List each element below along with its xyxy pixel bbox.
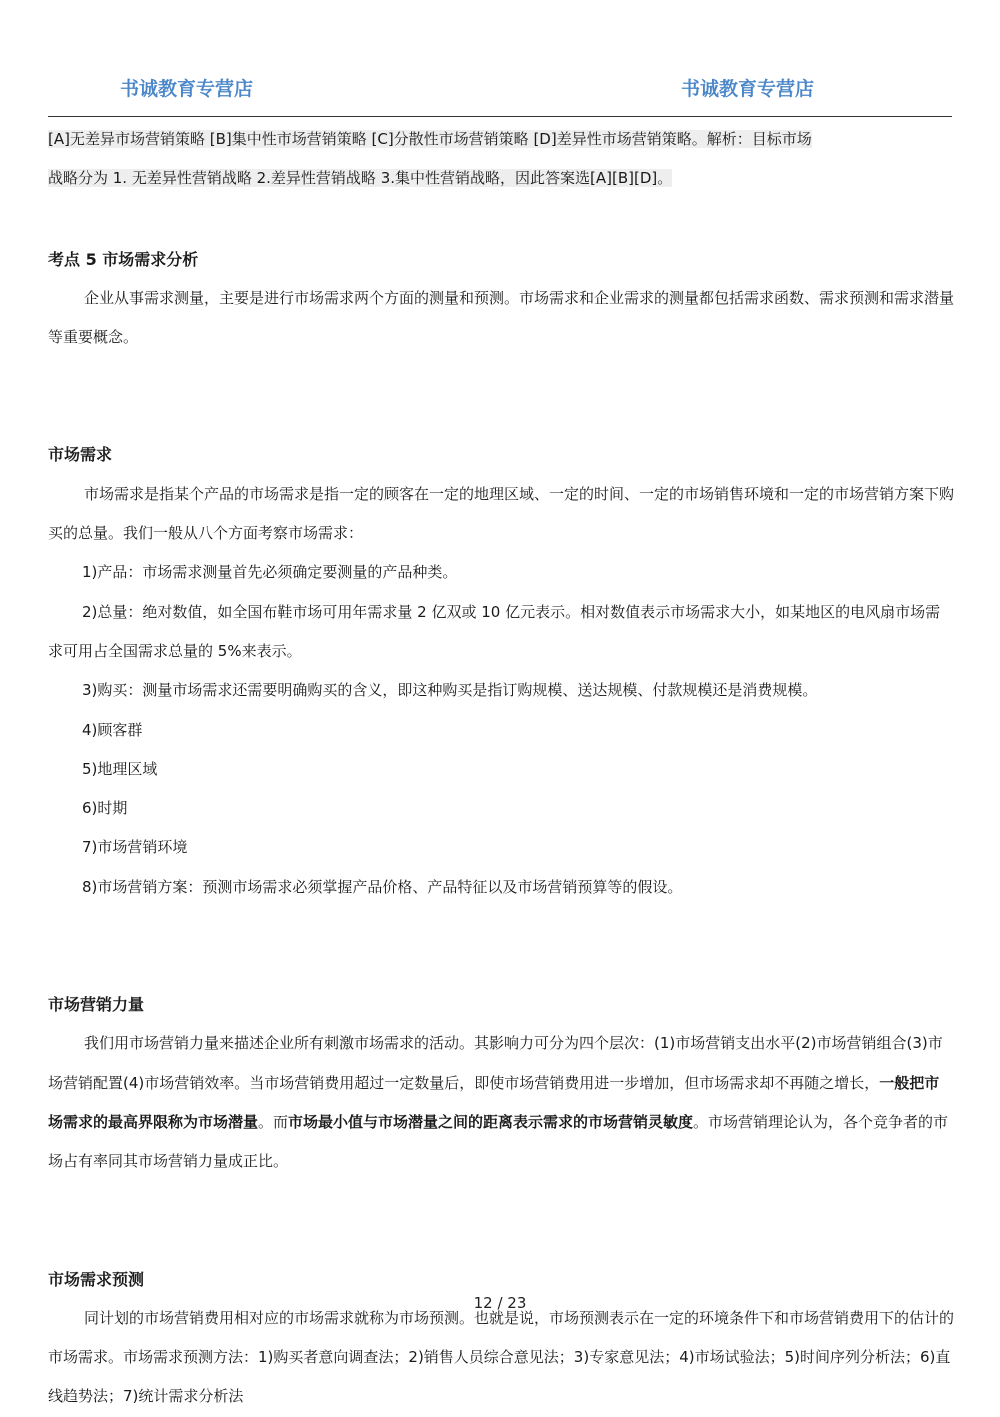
marketing-force-paragraph: 我们用市场营销力量来描述企业所有刺激市场需求的活动。其影响力可分为四个层次：(1)市场营销支出水平(2)市场营销组合(3)市场营销配置(4)市场营销效率。当市场营销费用超过一定数量后，即使市场营销费用进一步增加，但市场需求却不再随之增长，一般把市场需求的最高界限称为市场潜量。而市场最小值与市场潜量之间的距离表示需求的市场营销灵敏度。市场营销理论认为，各个竞争者的市场占有率同其市场营销力量成正比。 xyxy=(48,1034,949,1171)
page-content xyxy=(48,120,954,1417)
list-item: 8)市场营销方案：预测市场需求必须掌握产品价格、产品特征以及市场营销预算等的假设。 xyxy=(82,877,683,896)
market-demand-paragraph: 市场需求是指某个产品的市场需求是指一定的顾客在一定的地理区域、一定的时间、一定的市场销售环境和一定的市场营销方案下购买的总量。我们一般从八个方面考察市场需求： xyxy=(48,484,955,543)
list-item: 6)时期 xyxy=(82,799,128,818)
header-store-name-left: 书诚教育专营店 xyxy=(120,78,254,100)
answer-analysis xyxy=(48,120,954,159)
list-item: 1)产品：市场需求测量首先必须确定要测量的产品种类。 xyxy=(82,563,458,582)
demand-forecast-paragraph: 同计划的市场营销费用相对应的市场需求就称为市场预测。也就是说，市场预测表示在一定的环境条件下和市场营销费用下的估计的市场需求。市场需求预测方法：1)购买者意向调查法；2)销售人员综合意见法；3)专家意见法；4)市场试验法；5)时间序列分析法；6)直线趋势法；7)统计需求分析法 xyxy=(48,1308,955,1406)
answer-options: [A]无差异市场营销策略 [B]集中性市场营销策略 [C]分散性市场营销策略 [D]差异性市场营销策略 xyxy=(48,130,692,148)
list-item: 3)购买：测量市场需求还需要明确购买的含义，即这种购买是指订购规模、送达规模、付款规模还是消费规模。 xyxy=(82,681,818,700)
list-item: 7)市场营销环境 xyxy=(82,838,188,857)
header-store-name-right: 书诚教育专营店 xyxy=(680,78,814,100)
section-5-paragraph: 企业从事需求测量，主要是进行市场需求两个方面的测量和预测。市场需求和企业需求的测量都包括需求函数、需求预测和需求潜量等重要概念。 xyxy=(48,288,955,347)
list-item: 2)总量：绝对数值，如全国布鞋市场可用年需求量 2 亿双或 10 亿元表示。相对数值表示市场需求大小，如某地区的电风扇市场需求可用占全国需求总量的 5%来表示。 xyxy=(48,602,941,660)
list-item: 5)地理区域 xyxy=(82,759,158,778)
section-5-title: 考点 5 市场需求分析 xyxy=(48,249,199,269)
analysis-start: 。解析：目标市场 xyxy=(691,130,812,148)
analysis-continued: 战略分为 1. 无差异性营销战略 2.差异性营销战略 3.集中性营销战略，因此答案选[A][B][D]。 xyxy=(48,169,673,188)
demand-forecast-title: 市场需求预测 xyxy=(48,1269,145,1289)
marketing-force-title: 市场营销力量 xyxy=(48,995,145,1015)
page-header xyxy=(48,70,952,117)
list-item: 4)顾客群 xyxy=(82,720,143,739)
market-demand-title: 市场需求 xyxy=(48,445,113,465)
bold-market-potential: 一般把市场需求的最高界限称为市场潜量 xyxy=(48,1073,940,1131)
page-number: 12 / 23 xyxy=(473,1294,527,1312)
bold-sensitivity: 市场最小值与市场潜量之间的距离表示需求的市场营销灵敏度 xyxy=(288,1112,694,1131)
